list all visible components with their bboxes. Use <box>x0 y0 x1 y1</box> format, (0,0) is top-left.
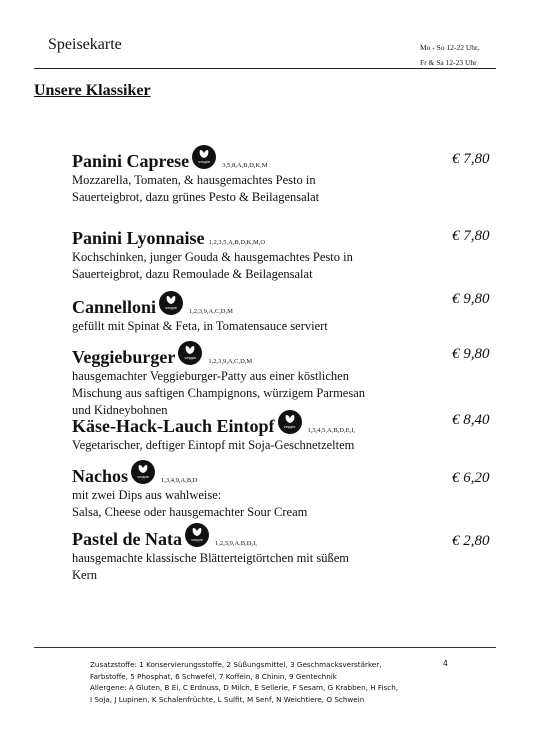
dish-name: Panini Caprese <box>72 151 190 171</box>
dish-price: € 9,80 <box>452 291 490 307</box>
dish-price: € 8,40 <box>452 412 490 428</box>
dish-price: € 2,80 <box>452 533 490 549</box>
dish-item <box>72 523 432 583</box>
veggie-leaf-icon <box>192 145 216 169</box>
allergen-codes: 1,3,4,9,A,B,D <box>161 477 198 484</box>
veggie-leaf-icon <box>185 523 209 547</box>
dish-description-line: mit zwei Dips aus wahlweise: <box>72 488 222 502</box>
veggie-badge-text: veggie <box>137 475 149 479</box>
footer-line: Farbstoffe, 5 Phosphat, 6 Schwefel, 7 Koffein, 8 Chinin, 9 Gentechnik <box>90 671 337 681</box>
dish-name: Nachos <box>72 466 129 486</box>
dish-description-line: Salsa, Cheese oder hausgemachter Sour Cream <box>72 505 308 519</box>
dish-name: Veggieburger <box>72 347 176 367</box>
dish-header <box>72 341 432 367</box>
dish-header <box>72 228 432 248</box>
footer-line: Allergene: A Gluten, B Ei, C Erdnuss, D Milch, E Sellerie, F Sesam, G Krabben, H Fisch, <box>90 683 399 692</box>
veggie-leaf-icon <box>159 291 183 315</box>
dish-description-line: Vegetarischer, deftiger Eintopf mit Soja-Geschnetzeltem <box>72 438 355 452</box>
veggie-badge-text: veggie <box>184 356 197 360</box>
veggie-leaf-icon <box>178 341 202 365</box>
opening-hours-line-2: Fr & Sa 12-23 Uhr <box>420 58 477 67</box>
veggie-badge-text: veggie <box>165 306 177 310</box>
dish-description-line: gefüllt mit Spinat & Feta, in Tomatensauce serviert <box>72 319 328 333</box>
dish-description-line: Kochschinken, junger Gouda & hausgemachtes Pesto in <box>72 250 353 264</box>
dish-name: Panini Lyonnaise <box>72 228 205 248</box>
veggie-badge-text: veggie <box>198 160 211 164</box>
allergen-codes: 1,2,3,9,A,B,D,I, <box>214 540 257 547</box>
dish-price: € 9,80 <box>452 346 490 362</box>
menu-title: Speisekarte <box>48 36 122 53</box>
dish-header <box>72 410 432 436</box>
dish-description-line: Mozzarella, Tomaten, & hausgemachtes Pesto in <box>72 173 316 187</box>
dish-price: € 7,80 <box>452 228 490 244</box>
allergen-codes: 1,2,3,9,A,C,D,M <box>189 308 233 315</box>
allergen-codes: 3,5,8,A,B,D,K,M <box>222 162 268 169</box>
dish-description-line: hausgemachter Veggieburger-Patty aus einer köstlichen <box>72 369 349 383</box>
footer-line: Zusatzstoffe: 1 Konservierungsstoffe, 2 Süßungsmittel, 3 Geschmacksverstärker, <box>90 660 382 669</box>
allergen-codes: 1,2,3,9,A,C,D,M <box>208 358 253 365</box>
dish-item <box>72 145 432 205</box>
dish-description-line: hausgemachte klassische Blätterteigtörtchen mit süßem <box>72 551 350 565</box>
dish-item <box>72 410 432 453</box>
dish-description-line: und Kidneybohnen <box>72 403 168 417</box>
dish-description-line: Mischung aus saftigen Champignons, würzigem Parmesan <box>72 386 366 400</box>
dish-description-line: Sauerteigbrot, dazu Remoulade & Beilagensalat <box>72 267 313 281</box>
section-title: Unsere Klassiker <box>34 82 151 99</box>
dish-name: Pastel de Nata <box>72 529 182 549</box>
header-divider <box>34 68 496 69</box>
footer-line: I Soja, J Lupinen, K Schalenfrüchte, L Sulfit, M Senf, N Weichtiere, O Schwein <box>90 694 365 704</box>
dish-item <box>72 291 432 334</box>
dish-description-line: Sauerteigbrot, dazu grünes Pesto & Beilagensalat <box>72 190 320 204</box>
dish-header <box>72 460 432 486</box>
dish-name: Cannelloni <box>72 297 157 317</box>
allergen-codes: 1,2,3,5,A,B,D,K,M,O <box>208 239 266 246</box>
veggie-badge-text: veggie <box>283 425 296 429</box>
footer-legend <box>90 659 450 705</box>
allergen-codes: 1,3,4,5,A,B,D,E,I, <box>307 427 356 434</box>
footer-divider <box>34 647 496 648</box>
dish-header <box>72 523 432 549</box>
dish-description-line: Kern <box>72 568 97 582</box>
dish-name: Käse-Hack-Lauch Eintopf <box>72 416 275 436</box>
opening-hours-line-1: Mo - So 12-22 Uhr, <box>420 43 480 52</box>
veggie-badge-text: veggie <box>191 538 203 542</box>
veggie-leaf-icon <box>278 410 302 434</box>
veggie-leaf-icon <box>131 460 155 484</box>
page-number: 4 <box>443 659 448 668</box>
dish-item <box>72 228 432 282</box>
dish-item <box>72 460 432 520</box>
dish-item <box>72 341 432 418</box>
dish-header <box>72 291 432 317</box>
dish-price: € 7,80 <box>452 151 490 167</box>
dish-price: € 6,20 <box>452 470 490 486</box>
dish-header <box>72 145 432 171</box>
